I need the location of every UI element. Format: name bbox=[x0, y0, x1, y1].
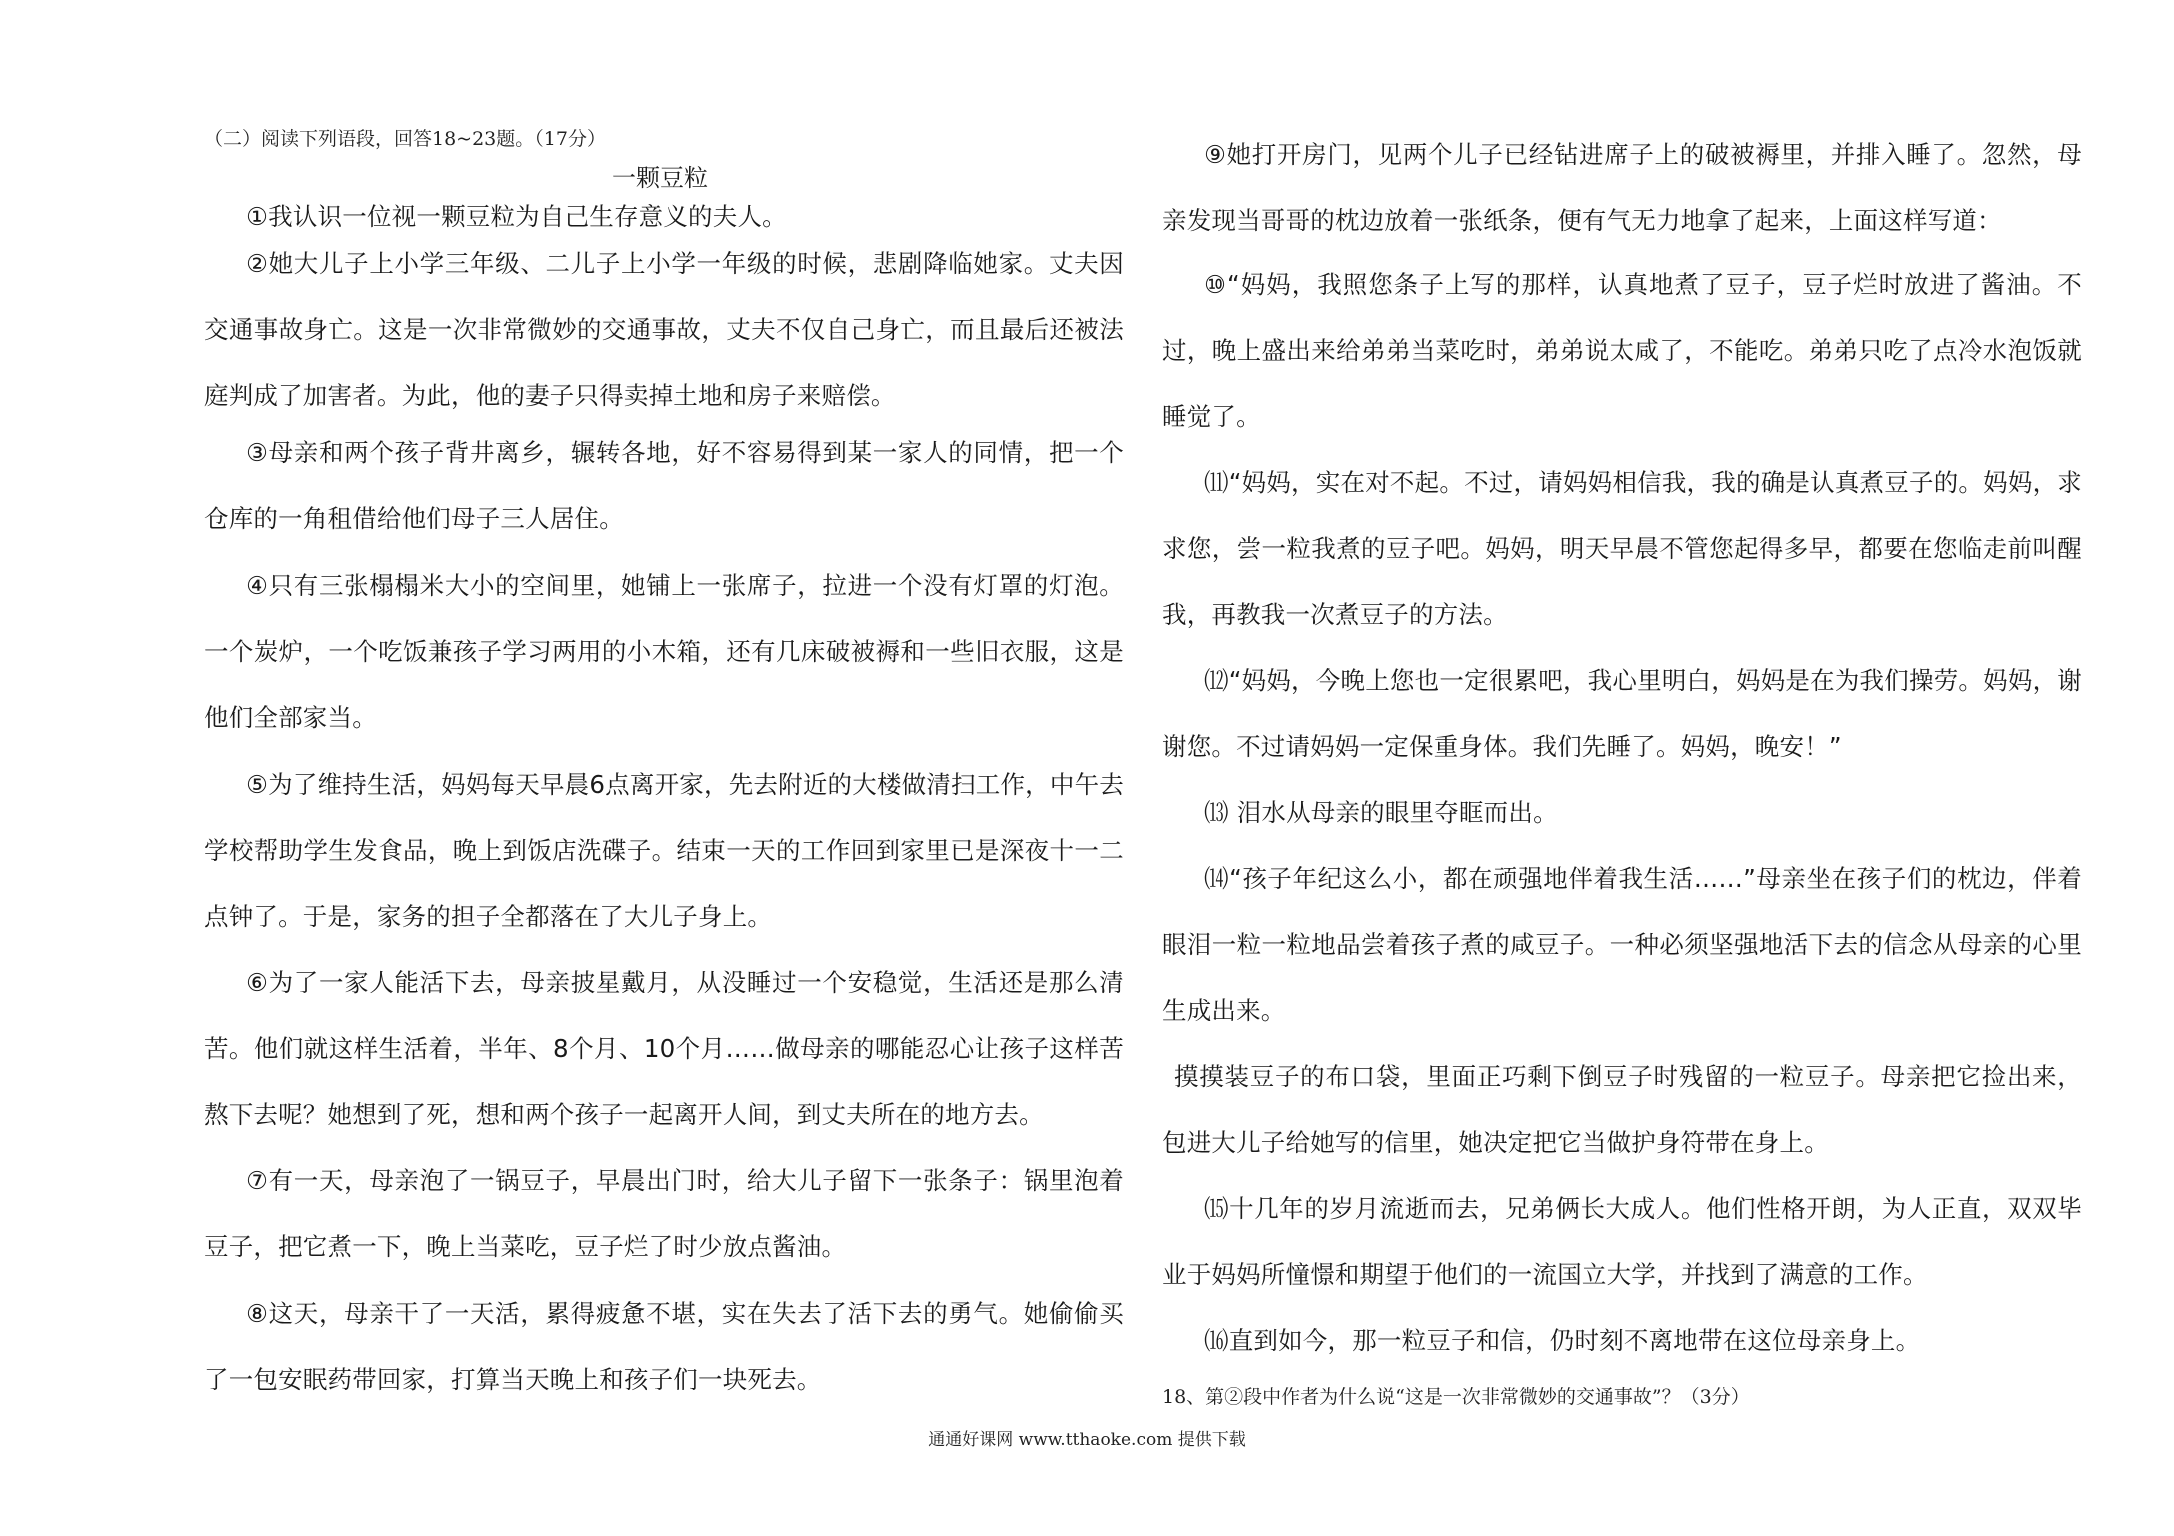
paragraph-5: ⑤为了维持生活，妈妈每天早晨6点离开家，先去附近的大楼做清扫工作，中午去学校帮助学生发食品，晚上到饭店洗碟子。结束一天的工作回到家里已是深夜十一二点钟了。于是，家务的担子全都落在了大儿子身上。 bbox=[204, 770, 1124, 931]
paragraph-15: ⒂十几年的岁月流逝而去，兄弟俩长大成人。他们性格开朗，为人正直，双双毕业于妈妈所憧憬和期望于他们的一流国立大学，并找到了满意的工作。 bbox=[1162, 1194, 2082, 1289]
footer-credit: 通通好课网 www.tthaoke.com 提供下载 bbox=[928, 1430, 1246, 1450]
paragraph-9: ⑨她打开房门，见两个儿子已经钻进席子上的破被褥里，并排入睡了。忽然，母亲发现当哥哥的枕边放着一张纸条，便有气无力地拿了起来，上面这样写道： bbox=[1162, 140, 2082, 235]
paragraph-2: ②她大儿子上小学三年级、二儿子上小学一年级的时候，悲剧降临她家。丈夫因交通事故身亡。这是一次非常微妙的交通事故，丈夫不仅自己身亡，而且最后还被法庭判成了加害者。为此，他的妻子只得卖掉土地和房子来赔偿。 bbox=[204, 249, 1124, 410]
paragraph-14b: 摸摸装豆子的布口袋，里面正巧剩下倒豆子时残留的一粒豆子。母亲把它捡出来，包进大儿子给她写的信里，她决定把它当做护身符带在身上。 bbox=[1162, 1062, 2082, 1157]
paragraph-8: ⑧这天，母亲干了一天活，累得疲惫不堪，实在失去了活下去的勇气。她偷偷买了一包安眠药带回家，打算当天晚上和孩子们一块死去。 bbox=[204, 1299, 1124, 1394]
paragraph-16: ⒃直到如今，那一粒豆子和信，仍时刻不离地带在这位母亲身上。 bbox=[1204, 1326, 1921, 1355]
paragraph-10: ⑩“妈妈，我照您条子上写的那样，认真地煮了豆子，豆子烂时放进了酱油。不过，晚上盛出来给弟弟当菜吃时，弟弟说太咸了，不能吃。弟弟只吃了点冷水泡饭就睡觉了。 bbox=[1162, 270, 2082, 431]
paragraph-12: ⑿“妈妈，今晚上您也一定很累吧，我心里明白，妈妈是在为我们操劳。妈妈，谢谢您。不过请妈妈一定保重身体。我们先睡了。妈妈，晚安！” bbox=[1162, 666, 2082, 761]
article-title: 一颗豆粒 bbox=[612, 164, 708, 192]
paragraph-13: ⒀ 泪水从母亲的眼里夺眶而出。 bbox=[1204, 798, 1558, 827]
question-18: 18、第②段中作者为什么说“这是一次非常微妙的交通事故”？（3分） bbox=[1162, 1386, 1750, 1408]
paragraph-3: ③母亲和两个孩子背井离乡，辗转各地，好不容易得到某一家人的同情，把一个仓库的一角租借给他们母子三人居住。 bbox=[204, 438, 1124, 533]
paragraph-14: ⒁“孩子年纪这么小，都在顽强地伴着我生活……”母亲坐在孩子们的枕边，伴着眼泪一粒一粒地品尝着孩子煮的咸豆子。一种必须坚强地活下去的信念从母亲的心里生成出来。 bbox=[1162, 864, 2082, 1025]
section-header: （二）阅读下列语段，回答18~23题。（17分） bbox=[204, 128, 606, 150]
paragraph-1: ①我认识一位视一颗豆粒为自己生存意义的夫人。 bbox=[246, 202, 787, 231]
paragraph-4: ④只有三张榻榻米大小的空间里，她铺上一张席子，拉进一个没有灯罩的灯泡。一个炭炉，一个吃饭兼孩子学习两用的小木箱，还有几床破被褥和一些旧衣服，这是他们全部家当。 bbox=[204, 571, 1124, 732]
paragraph-11: ⑾“妈妈，实在对不起。不过，请妈妈相信我，我的确是认真煮豆子的。妈妈，求求您，尝一粒我煮的豆子吧。妈妈，明天早晨不管您起得多早，都要在您临走前叫醒我，再教我一次煮豆子的方法。 bbox=[1162, 468, 2082, 629]
paragraph-7: ⑦有一天，母亲泡了一锅豆子，早晨出门时，给大儿子留下一张条子：锅里泡着豆子，把它煮一下，晚上当菜吃，豆子烂了时少放点酱油。 bbox=[204, 1166, 1124, 1261]
paragraph-6: ⑥为了一家人能活下去，母亲披星戴月，从没睡过一个安稳觉，生活还是那么清苦。他们就这样生活着，半年、8个月、10个月……做母亲的哪能忍心让孩子这样苦熬下去呢？她想到了死，想和两个孩子一起离开人间，到丈夫所在的地方去。 bbox=[204, 968, 1124, 1129]
